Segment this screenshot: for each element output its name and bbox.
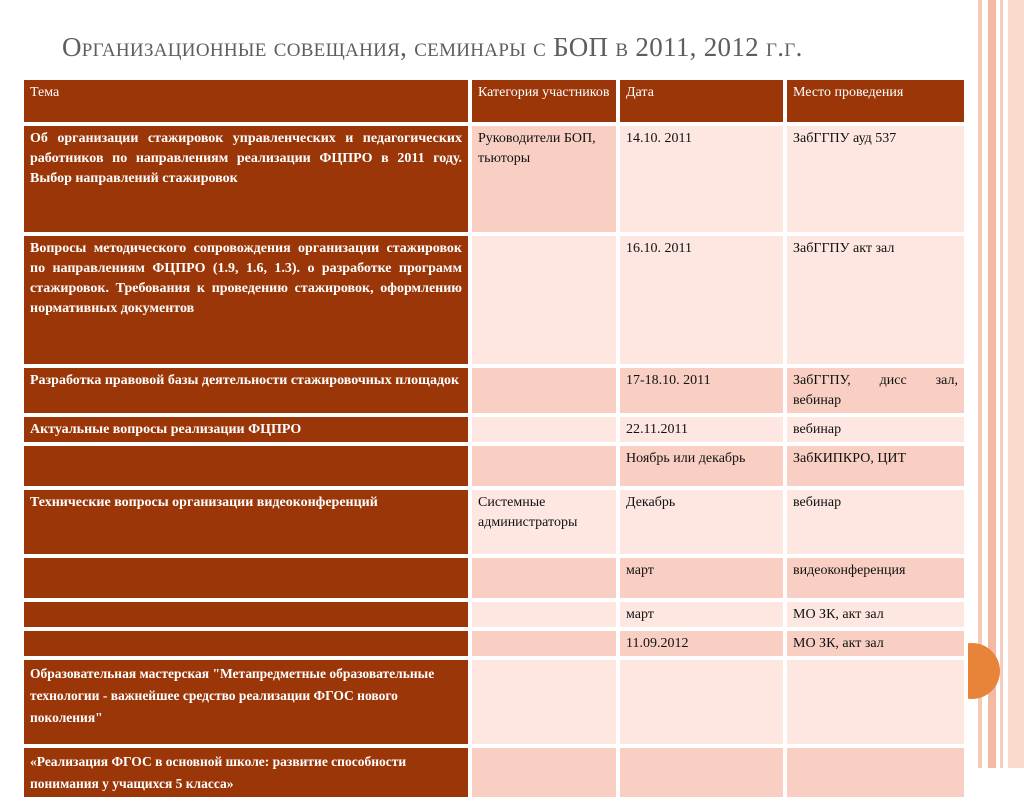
row-place: вебинар: [785, 415, 966, 444]
header-date: Дата: [618, 78, 785, 124]
row-category: Системные администраторы: [470, 488, 618, 556]
row-category: [470, 746, 618, 799]
row-topic: Разработка правовой базы деятельности стажировочных площадок: [22, 366, 470, 415]
row-place: ЗабГГПУ ауд 537: [785, 124, 966, 234]
row-topic: «Реализация ФГОС в основной школе: развитие способности понимания у учащихся 5 класса»: [22, 746, 470, 799]
row-topic: Технические вопросы организации видеоконференций: [22, 488, 470, 556]
slide-title: Организационные совещания, семинары с БОП в 2011, 2012 г.г.: [62, 32, 803, 62]
row-date: март: [618, 600, 785, 629]
row-date: 17-18.10. 2011: [618, 366, 785, 415]
row-place: [785, 658, 966, 746]
row-place: [785, 746, 966, 799]
header-topic: Тема: [22, 78, 470, 124]
header-place: Место проведения: [785, 78, 966, 124]
row-place: ЗабГГПУ акт зал: [785, 234, 966, 366]
table-row: [22, 629, 966, 658]
row-date: март: [618, 556, 785, 600]
row-category: [470, 234, 618, 366]
row-category: [470, 658, 618, 746]
row-date: 22.11.2011: [618, 415, 785, 444]
row-date: Декабрь: [618, 488, 785, 556]
table-header-row: [22, 78, 966, 124]
row-topic: Образовательная мастерская "Метапредметные образовательные технологии - важнейшее средство реализации ФГОС нового поколения": [22, 658, 470, 746]
row-category: [470, 600, 618, 629]
row-date: 14.10. 2011: [618, 124, 785, 234]
row-topic: Вопросы методического сопровождения организации стажировок по направлениям ФЦПРО (1.9, 1.6, 1.3). о разработке программ стажировок. Требования к проведению стажировок, оформлению нормативных документов: [22, 234, 470, 366]
row-date: 16.10. 2011: [618, 234, 785, 366]
row-topic: [22, 629, 470, 658]
row-category: [470, 366, 618, 415]
row-topic: Об организации стажировок управленческих и педагогических работников по направлениям реализации ФЦПРО в 2011 году. Выбор направлений стажировок: [22, 124, 470, 234]
table-row: [22, 415, 966, 444]
table-row: [22, 366, 966, 415]
row-place: МО ЗК, акт зал: [785, 600, 966, 629]
header-category: Категория участников: [470, 78, 618, 124]
row-category: Руководители БОП, тьюторы: [470, 124, 618, 234]
row-date: 11.09.2012: [618, 629, 785, 658]
row-place: ЗабКИПКРО, ЦИТ: [785, 444, 966, 488]
table-row: [22, 444, 966, 488]
row-topic: [22, 600, 470, 629]
row-place: МО ЗК, акт зал: [785, 629, 966, 658]
row-date: Ноябрь или декабрь: [618, 444, 785, 488]
row-category: [470, 415, 618, 444]
row-date: [618, 658, 785, 746]
row-topic: [22, 556, 470, 600]
row-category: [470, 629, 618, 658]
table-row: [22, 658, 966, 746]
table-row: [22, 234, 966, 366]
table-row: [22, 124, 966, 234]
row-date: [618, 746, 785, 799]
row-topic: [22, 444, 470, 488]
row-category: [470, 556, 618, 600]
table-row: [22, 746, 966, 799]
table-row: [22, 488, 966, 556]
table-row: [22, 556, 966, 600]
row-place: вебинар: [785, 488, 966, 556]
seminars-table: [20, 76, 968, 801]
row-place: видеоконференция: [785, 556, 966, 600]
row-topic: Актуальные вопросы реализации ФЦПРО: [22, 415, 470, 444]
table-row: [22, 600, 966, 629]
row-category: [470, 444, 618, 488]
row-place: ЗабГГПУ, дисс зал, вебинар: [785, 366, 966, 415]
